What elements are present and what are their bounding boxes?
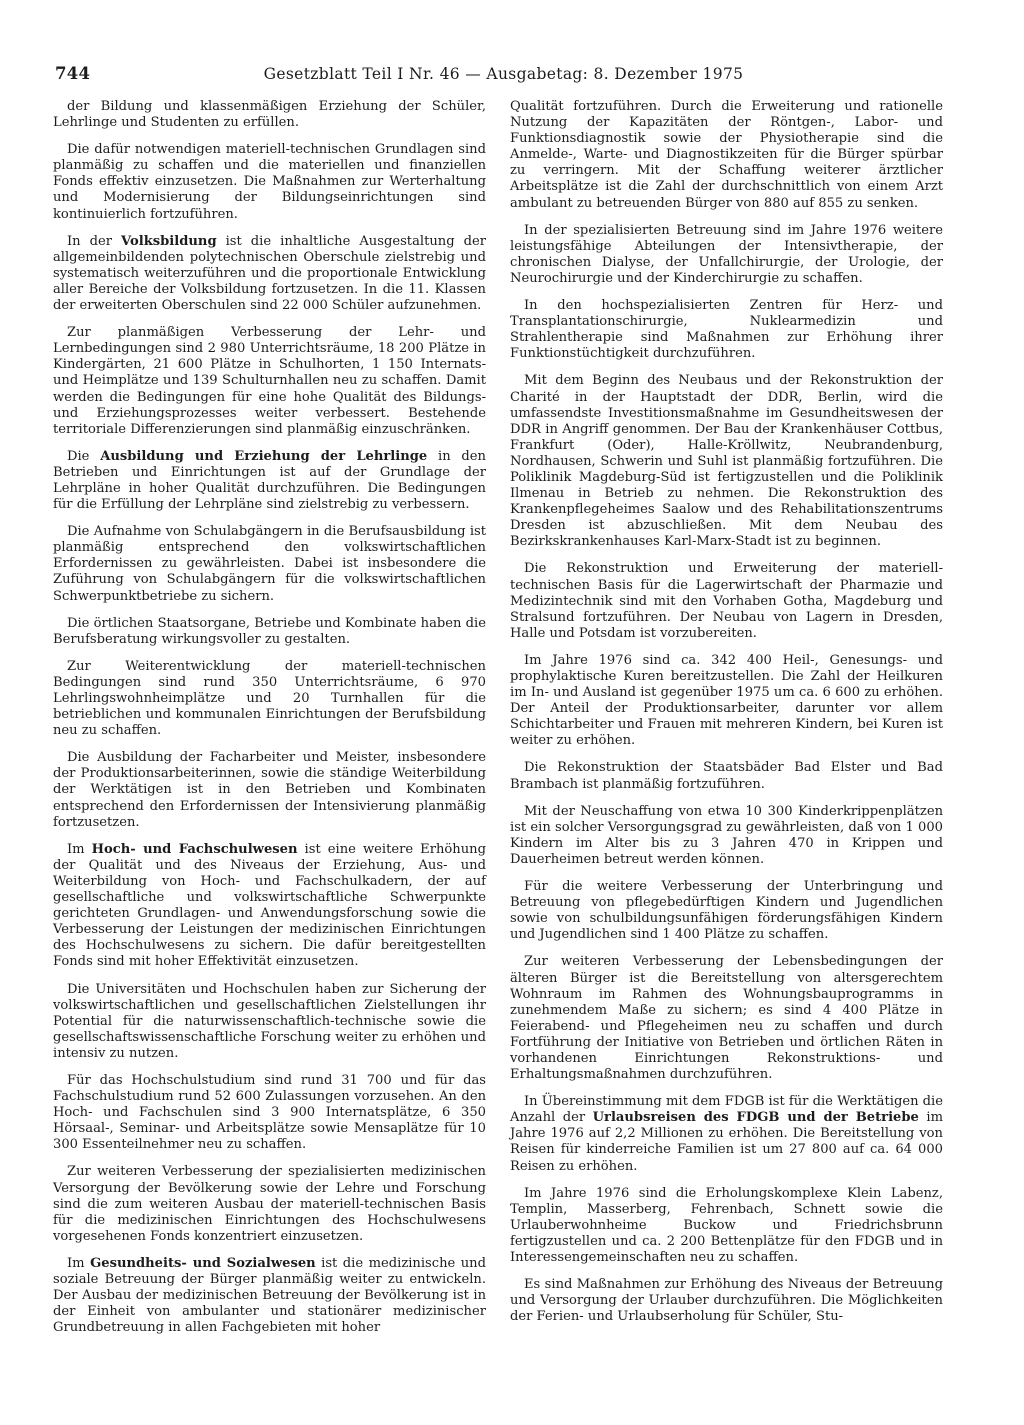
paragraph-text: Zur weiteren Verbesserung der Lebensbedingungen der älteren Bürger ist die Bereitstellung von altersgerechtem Wohnraum im Rahmen des Wohnungsbauprogramms in zunehmendem Maße zu sichern; es sind 4 400 Plätze in Feierabend- und Pflegeheimen neu zu schaffen und durch Fortführung der Initiative von Betrieben und örtlichen Räten in vorhandenen Einrichtungen Rekonstruktions- und Erhaltungsmaßnahmen durchzuführen.	[510, 954, 943, 1083]
paragraph	[53, 1256, 486, 1336]
paragraph	[510, 653, 943, 750]
paragraph-text: der Bildung und klassenmäßigen Erziehung der Schüler, Lehrlinge und Studenten zu erfüllen.	[53, 99, 486, 131]
running-title: Gesetzblatt Teil I Nr. 46 — Ausgabetag: 8. Dezember 1975	[263, 65, 744, 83]
paragraph-text: im Jahre 1976 auf 2,2 Millionen zu erhöhen. Die Bereitstellung von Reisen für kinderreiche Familien ist um 27 800 auf ca. 64 000 Reisen zu erhöhen.	[510, 1110, 943, 1174]
paragraph	[53, 99, 486, 131]
paragraph-text: Die	[67, 448, 101, 464]
paragraph-text: Im	[67, 841, 92, 857]
left-column	[53, 99, 486, 1347]
paragraph	[53, 616, 486, 648]
paragraph-text: Mit dem Beginn des Neubaus und der Rekonstruktion der Charité in der Hauptstadt der DDR, Berlin, wird die umfassendste Investitionsmaßnahme im Gesundheitswesen der DDR in Angriff genommen. Der Bau der Krankenhäuser Cottbus, Frankfurt (Oder), Halle-Kröllwitz, Neubrandenburg, Nordhausen, Schwerin und Suhl ist planmäßig fortzuführen. Die Poliklinik Magdeburg-Süd ist fertigzustellen und die Poliklinik Ilmenau in Betrieb zu nehmen. Die Rekonstruktion des Krankenpflegeheimes Saalow und des Rehabilitationszentrums Dresden ist abzuschließen. Mit dem Neubau des Bezirkskrankenhauses Karl-Marx-Stadt ist zu beginnen.	[510, 373, 943, 550]
paragraph	[510, 804, 943, 868]
bold-term: Gesundheits- und Sozialwesen	[90, 1255, 316, 1271]
paragraph-text: Mit der Neuschaffung von etwa 10 300 Kinderkrippenplätzen ist ein solcher Versorgungsgrad zu gewährleisten, daß von 1 000 Kindern im Alter bis zu 3 Jahren 470 in Krippen und Dauerheimen betreut werden können.	[510, 803, 943, 867]
paragraph	[510, 99, 943, 212]
paragraph	[53, 142, 486, 222]
paragraph-text: Zur Weiterentwicklung der materiell-technischen Bedingungen sind rund 350 Unterrichtsräume, 6 970 Lehrlingswohnheimplätze und 20 Turnhallen für die betrieblichen und kommunalen Einrichtungen der Berufsbildung neu zu schaffen.	[53, 658, 486, 739]
page-number: 744	[55, 64, 91, 83]
paragraph-text: Für die weitere Verbesserung der Unterbringung und Betreuung von pflegebedürftigen Kindern und Jugendlichen sowie von schulbildungsunfähigen förderungsfähigen Kindern und Jugendlichen sind 1 400 Plätze zu schaffen.	[510, 879, 943, 943]
paragraph	[510, 373, 943, 550]
paragraph-text: ist eine weitere Erhöhung der Qualität und des Niveaus der Erziehung, Aus- und Weiterbildung von Hoch- und Fachschulkadern, der auf gesellschaftliche und volkswirtschaftliche Schwerpunkte gerichteten Grundlagen- und Anwendungsforschung sowie die Verbesserung der Leistungen der medizinischen Einrichtungen des Hochschulwesens zu sichern. Die dafür bereitgestellten Fonds sind mit hoher Effektivität einzusetzen.	[53, 841, 486, 970]
paragraph	[53, 750, 486, 830]
paragraph	[510, 298, 943, 362]
paragraph-text: Die Ausbildung der Facharbeiter und Meister, insbesondere der Produktionsarbeiterinnen, sowie die ständige Weiterbildung der Werktätigen ist in den Betrieben und Kombinaten entsprechend den Erfordernissen der Intensivierung planmäßig fortzusetzen.	[53, 750, 486, 830]
paragraph	[53, 1164, 486, 1244]
paragraph	[53, 325, 486, 438]
paragraph	[510, 561, 943, 641]
paragraph-text: In Übereinstimmung mit dem FDGB ist für die Werktätigen die Anzahl der	[510, 1094, 943, 1126]
paragraph	[53, 659, 486, 739]
paragraph	[53, 842, 486, 971]
paragraph-text: Im Jahre 1976 sind ca. 342 400 Heil-, Genesungs- und prophylaktische Kuren bereitzustellen. Die Zahl der Heilkuren im In- und Ausland ist gegenüber 1975 um ca. 6 600 zu erhöhen. Der Anteil der Produktionsarbeiter, darunter vor allem Schichtarbeiter und Frauen mit mehreren Kindern, bei Kuren ist weiter zu erhöhen.	[510, 652, 943, 749]
paragraph-text: Es sind Maßnahmen zur Erhöhung des Niveaus der Betreuung und Versorgung der Urlauber durchzuführen. Die Möglichkeiten der Ferien- und Urlaubserholung für Schüler, Stu-	[510, 1277, 943, 1325]
paragraph-text: Qualität fortzuführen. Durch die Erweiterung und rationelle Nutzung der Kapazitäten der Röntgen-, Labor- und Funktionsdiagnostik sowie der Physiotherapie sind die Anmelde-, Warte- und Diagnostikzeiten für die Bürger spürbar zu verringern. Mit der Schaffung weiterer ärztlicher Arbeitsplätze ist die Zahl der durchschnittlich von einem Arzt ambulant zu betreuenden Bürger von 880 auf 855 zu senken.	[510, 99, 943, 211]
paragraph-text: In den hochspezialisierten Zentren für Herz- und Transplantationschirurgie, Nuklearmedizin und Strahlentherapie sind Maßnahmen zur Erhöhung ihrer Funktionstüchtigkeit durchzuführen.	[510, 298, 943, 362]
paragraph-text: ist die inhaltliche Ausgestaltung der allgemeinbildenden polytechnischen Oberschule zielstrebig und systematisch weiterzuführen und die proportionale Entwicklung aller Bereiche der Volksbildung fortzusetzen. In die 11. Klassen der erweiterten Oberschulen sind 22 000 Schüler aufzunehmen.	[53, 233, 486, 314]
paragraph-text: in den Betrieben und Einrichtungen ist auf der Grundlage der Lehrpläne in hoher Qualität durchzuführen. Die Bedingungen für die Erfüllung der Lehrpläne sind zielstrebig zu verbessern.	[53, 448, 486, 513]
paragraph-text: Die dafür notwendigen materiell-technischen Grundlagen sind planmäßig zu schaffen und die materiellen und finanziellen Fonds effektiv einzusetzen. Die Maßnahmen zur Werterhaltung und Modernisierung der Bildungseinrichtungen sind kontinuierlich fortzuführen.	[53, 142, 486, 222]
paragraph	[510, 879, 943, 943]
bold-term: Urlaubsreisen des FDGB und der Betriebe	[592, 1110, 919, 1126]
paragraph-text: In der	[67, 233, 122, 249]
paragraph-text: Die Universitäten und Hochschulen haben zur Sicherung der volkswirtschaftlichen und gesellschaftlichen Zielstellungen ihr Potential für die naturwissenschaftlich-technische sowie die gesellschaftswissenschaftliche Forschung weiter zu erhöhen und intensiv zu nutzen.	[53, 981, 486, 1061]
paragraph-text: ist die medizinische und soziale Betreuung der Bürger planmäßig weiter zu entwickeln. Der Ausbau der medizinischen Betreuung der Bevölkerung ist in der Einheit von ambulanter und stationärer medizinischer Grundbetreuung in allen Fachgebieten mit hoher	[53, 1255, 486, 1336]
paragraph-text: Im Jahre 1976 sind die Erholungskomplexe Klein Labenz, Templin, Masserberg, Fehrenbach, Schnett sowie die Urlauberwohnheime Buckow und Friedrichsbrunn fertigzustellen und ca. 2 200 Bettenplätze für den FDGB und in Interessengemeinschaften neu zu schaffen.	[510, 1185, 943, 1265]
paragraph-text: Die örtlichen Staatsorgane, Betriebe und Kombinate haben die Berufsberatung wirkungsvoller zu gestalten.	[53, 615, 486, 647]
paragraph	[510, 223, 943, 287]
paragraph	[510, 1186, 943, 1266]
paragraph	[53, 982, 486, 1062]
paragraph	[510, 1277, 943, 1325]
paragraph-text: Die Rekonstruktion und Erweiterung der materiell-technischen Basis für die Lagerwirtschaft der Pharmazie und Medizintechnik sind mit den Vorhaben Gotha, Magdeburg und Stralsund fortzuführen. Der Neubau von Lagern in Dresden, Halle und Potsdam ist vorzubereiten.	[510, 561, 943, 641]
paragraph	[510, 1094, 943, 1174]
bold-term: Ausbildung und Erziehung der Lehrlinge	[100, 448, 428, 464]
paragraph-text: Die Aufnahme von Schulabgängern in die Berufsausbildung ist planmäßig entsprechend den volkswirtschaftlichen Erfordernissen zu gewährleisten. Dabei ist insbesondere die Zuführung von Schulabgängern für die volkswirtschaftlichen Schwerpunktbetriebe zu sichern.	[53, 524, 486, 604]
paragraph-text: Zur weiteren Verbesserung der spezialisierten medizinischen Versorgung der Bevölkerung sowie der Lehre und Forschung sind die zum weiteren Ausbau der materiell-technischen Basis für die medizinischen Einrichtungen des Hochschulwesens vorgesehenen Fonds konzentriert einzusetzen.	[53, 1164, 486, 1244]
paragraph	[510, 760, 943, 792]
paragraph	[510, 954, 943, 1083]
paragraph-text: In der spezialisierten Betreuung sind im Jahre 1976 weitere leistungsfähige Abteilungen der Intensivtherapie, der chronischen Dialyse, der Unfallchirurgie, der Urologie, der Neurochirurgie und der Kinderchirurgie zu schaffen.	[510, 222, 943, 286]
page-header	[55, 64, 952, 88]
paragraph-text: Im	[67, 1255, 91, 1271]
paragraph	[53, 1073, 486, 1153]
right-column	[510, 99, 943, 1336]
paragraph	[53, 449, 486, 513]
paragraph-text: Zur planmäßigen Verbesserung der Lehr- und Lernbedingungen sind 2 980 Unterrichtsräume, 18 200 Plätze in Kindergärten, 21 600 Plätze in Schulhorten, 1 150 Internats- und Heimplätze und 139 Schulturnhallen neu zu schaffen. Damit werden die Bedingungen für eine hohe Qualität des Bildungs- und Erziehungsprozesses weiter verbessert. Bestehende territoriale Differenzierungen sind planmäßig einzuschränken.	[53, 325, 486, 437]
bold-term: Hoch- und Fachschulwesen	[91, 841, 298, 857]
paragraph-text: Die Rekonstruktion der Staatsbäder Bad Elster und Bad Brambach ist planmäßig fortzuführen.	[510, 760, 943, 792]
paragraph	[53, 234, 486, 314]
bold-term: Volksbildung	[121, 233, 217, 249]
paragraph	[53, 524, 486, 604]
paragraph-text: Für das Hochschulstudium sind rund 31 700 und für das Fachschulstudium rund 52 600 Zulassungen vorzusehen. An den Hoch- und Fachschulen sind 3 900 Internatsplätze, 6 350 Hörsaal-, Seminar- und Arbeitsplätze sowie Mensaplätze für 10 300 Essenteilnehmer neu zu schaffen.	[53, 1072, 486, 1153]
